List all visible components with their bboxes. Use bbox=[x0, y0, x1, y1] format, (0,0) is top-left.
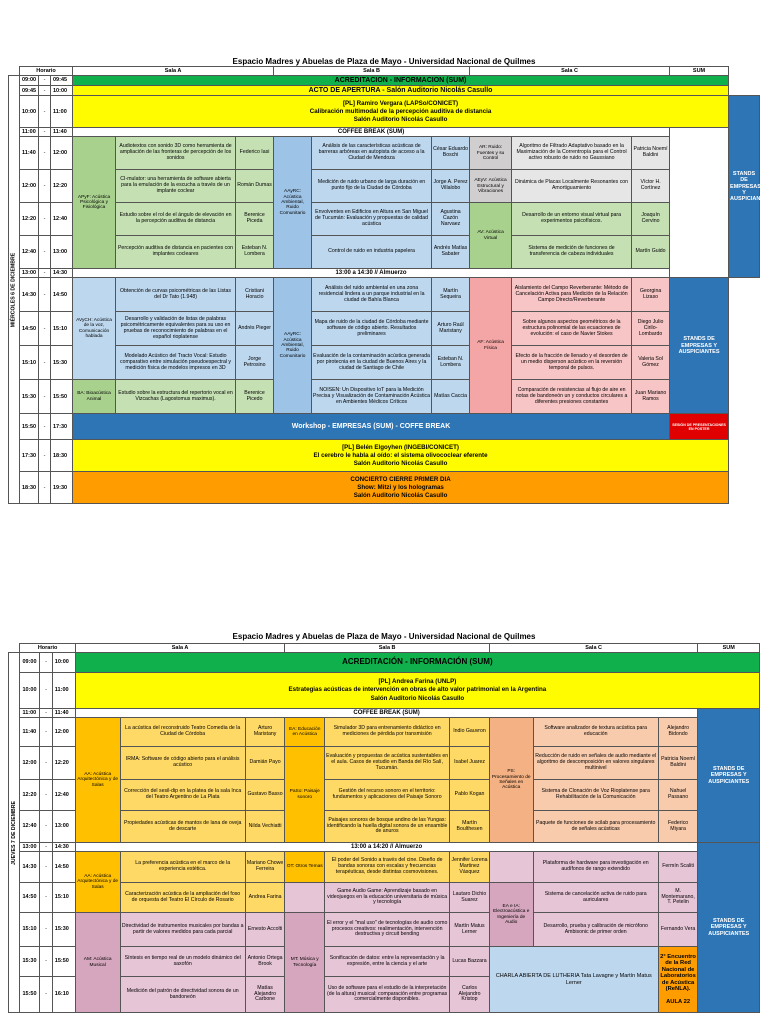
talk-author: Alejandro Bidondo bbox=[658, 718, 698, 747]
talk-title: Corrección del sesil-dip en la platea de la sala Inca del Teatro Argentino de La Plata bbox=[120, 780, 245, 811]
sum-header: SUM bbox=[670, 67, 729, 76]
session-category: AVyCH: Acústica de la voz, Comunicación hablada bbox=[73, 278, 116, 380]
sala-b-header: Sala B bbox=[285, 644, 489, 653]
talk-title: Sobre algunos aspectos geométricos de la estructura polinomial de las ecuaciones de evolución: el caso de Navier Stokes bbox=[512, 312, 632, 346]
session-category: PaSo: Paisaje sonoro bbox=[285, 747, 325, 843]
poster-session: SESIÓN DE PRESENTACIONES EN POSTER bbox=[670, 414, 729, 440]
acreditacion-banner: ACREDITACION - INFORMACION (SUM) bbox=[73, 76, 729, 86]
time-sep: - bbox=[39, 170, 51, 203]
sum-header: SUM bbox=[698, 644, 760, 653]
time-start: 11:40 bbox=[20, 718, 40, 747]
time-sep: - bbox=[39, 380, 51, 414]
session-category: BA: Bioacústica Animal bbox=[73, 380, 116, 414]
session-category: AF: Acústica Física bbox=[470, 278, 512, 414]
time-sep: - bbox=[39, 440, 51, 472]
time-start: 10:00 bbox=[20, 673, 40, 709]
time-end: 15:50 bbox=[51, 380, 73, 414]
time-sep: - bbox=[39, 414, 51, 440]
talk-author: Esteban N. Lombera bbox=[236, 236, 274, 269]
talk-title: Uso de software para el estudio de la interpretación (de la altura) musical: comparación entre programas comercialmente disponibles. bbox=[325, 977, 450, 1013]
talk-author: Martín Boulthesen bbox=[450, 811, 490, 843]
time-start: 13:00 bbox=[20, 843, 40, 852]
plenary-venue: Salón Auditorio Nicolás Casullo bbox=[370, 694, 465, 702]
plenary-talk bbox=[75, 673, 759, 709]
time-end: 14:50 bbox=[51, 278, 73, 312]
talk-author: Arturo Maristany bbox=[245, 718, 285, 747]
time-sep: - bbox=[39, 472, 51, 504]
talk-title: Análisis del ruido ambiental en una zona residencial lindera a un parque industrial en la ciudad de Bahía Blanca bbox=[312, 278, 432, 312]
time-start: 14:50 bbox=[20, 312, 39, 346]
time-sep: - bbox=[40, 947, 53, 977]
session-category: AAyRC: Acústica Ambiental, Ruido Comunitario bbox=[274, 278, 312, 414]
talk-title: IRMA: Software de código abierto para el análisis acústico bbox=[120, 747, 245, 780]
time-sep: - bbox=[39, 312, 51, 346]
lunch-break: 13:00 a 14:30 // Almuerzo bbox=[73, 269, 670, 278]
time-end: 10:00 bbox=[51, 86, 73, 96]
apertura-banner: ACTO DE APERTURA - Salón Auditorio Nicolás Casullo bbox=[73, 86, 729, 96]
time-end: 15:10 bbox=[51, 312, 73, 346]
sala-c-header: Sala C bbox=[489, 644, 698, 653]
session-category: AA: Acústica Arquitectónica y de Salas bbox=[75, 718, 120, 843]
talk-author: Lautaro Dichio Suarez bbox=[450, 883, 490, 913]
talk-author: Juan Mariano Ramos bbox=[632, 380, 670, 414]
talk-title: Sistema de medición de funciones de transferencia de cabeza individuales bbox=[512, 236, 632, 269]
time-end: 15:50 bbox=[52, 947, 75, 977]
workshop-banner: Workshop - EMPRESAS (SUM) - COFFE BREAK bbox=[73, 414, 670, 440]
talk-title: Game Audio Game: Aprendizaje basado en videojuegos en la educación universitaria de música y tecnología bbox=[325, 883, 450, 913]
time-start: 11:00 bbox=[20, 709, 40, 718]
sala-c-header: Sala C bbox=[470, 67, 670, 76]
time-end: 09:45 bbox=[51, 76, 73, 86]
session-category: AEyV: Acústica Estructural y Vibraciones bbox=[470, 170, 512, 203]
time-start: 13:00 bbox=[20, 269, 39, 278]
talk-title: Evaluación y propuestas de acústica sustentables en el aula. Casos de estudio en Banda del Río Salí, Tucumán. bbox=[325, 747, 450, 780]
concert-title: CONCIERTO CIERRE PRIMER DIA bbox=[350, 475, 451, 483]
sala-b-header: Sala B bbox=[274, 67, 470, 76]
time-sep: - bbox=[40, 913, 53, 947]
talk-title: Evaluación de la contaminación acústica generada por pirotecnia en la ciudad de Buenos Aires y la ciudad de Santiago de Chile bbox=[312, 346, 432, 380]
talk-title: Reducción de ruido en señales de audio mediante el algoritmo de descomposición en valores singulares multinivel bbox=[533, 747, 658, 780]
talk-author: Damián Payo bbox=[245, 747, 285, 780]
time-start: 09:00 bbox=[20, 76, 39, 86]
time-start: 14:30 bbox=[20, 852, 40, 883]
plenary-venue: Salón Auditorio Nicolás Casullo bbox=[353, 115, 448, 123]
sala-a-header: Sala A bbox=[73, 67, 274, 76]
talk-title: Desarrollo de un entorno visual virtual para experimentos psicofísicos. bbox=[512, 203, 632, 236]
time-end: 12:40 bbox=[51, 203, 73, 236]
talk-author: Patricia Noemí Baldini bbox=[632, 137, 670, 170]
talk-title: CI-mulator: una herramienta de software abierta para la emulación de la escucha a través de un implante coclear bbox=[116, 170, 236, 203]
time-end: 15:30 bbox=[51, 346, 73, 380]
talk-title: Medición de ruido urbano de larga duración en punto fijo de la Ciudad de Córdoba bbox=[312, 170, 432, 203]
talk-author: César Eduardo Boschi bbox=[432, 137, 470, 170]
talk-title: Plataforma de hardware para investigación en audífonos de rango extendido bbox=[533, 852, 658, 883]
talk-author: Mariano Chowe Ferreira bbox=[245, 852, 285, 883]
schedule-table-day1 bbox=[8, 66, 771, 504]
time-start: 10:00 bbox=[20, 96, 39, 128]
talk-author: Andrés Pieger bbox=[236, 312, 274, 346]
concert-venue: Salón Auditorio Nicolás Casullo bbox=[353, 491, 448, 499]
concert-banner bbox=[73, 472, 729, 504]
time-start: 12:40 bbox=[20, 811, 40, 843]
talk-author: Lucas Bazzara bbox=[450, 947, 490, 977]
plenary-speaker: [PL] Andrea Farina (UNLP) bbox=[378, 678, 457, 686]
talk-author: Federico Iasi bbox=[236, 137, 274, 170]
time-start: 11:40 bbox=[20, 137, 39, 170]
time-sep: - bbox=[39, 203, 51, 236]
time-sep: - bbox=[39, 76, 51, 86]
stands-block: STANDS DE EMPRESAS Y AUSPICIANTES bbox=[698, 843, 760, 1013]
time-sep: - bbox=[40, 843, 53, 852]
plenary-speaker: [PL] Ramiro Vergara (LAPSo/CONICET) bbox=[342, 99, 459, 107]
talk-title: Paquete de funciones de scilab para procesamiento de señales acústicas bbox=[533, 811, 658, 843]
time-sep: - bbox=[40, 709, 53, 718]
talk-title: Software analizador de textura acústica para educación bbox=[533, 718, 658, 747]
talk-title: Síntesis en tiempo real de un modelo dinámico del saxofón bbox=[120, 947, 245, 977]
time-sep: - bbox=[40, 747, 53, 780]
talk-title: Comparación de resistencias al flujo de aire en notas de bandoneón un y conductos circulares a diferentes presiones constantes bbox=[512, 380, 632, 414]
talk-author: Jennifer Lorena Martinez Vásquez bbox=[450, 852, 490, 883]
time-start: 09:45 bbox=[20, 86, 39, 96]
time-end: 14:30 bbox=[52, 843, 75, 852]
time-end: 11:00 bbox=[52, 673, 75, 709]
talk-title: Obtención de curvas psicométricas de las Listas del Dr Tato (1.948) bbox=[116, 278, 236, 312]
time-end: 11:40 bbox=[51, 128, 73, 137]
talk-author: Indio Gauvron bbox=[450, 718, 490, 747]
talk-author: Berenice Picedo bbox=[236, 380, 274, 414]
talk-title: El error y el "mal uso" de tecnologías de audio como procesos creativos: realimentación, intervención destructiva y circuit bending bbox=[325, 913, 450, 947]
talk-title: Gestión del recurso sonoro en el territorio: fundamentos y aplicaciones del Paisaje Sonoro bbox=[325, 780, 450, 811]
plenary-talk bbox=[73, 96, 729, 128]
time-start: 14:50 bbox=[20, 883, 40, 913]
talk-title: Mapa de ruido de la ciudad de Córdoba mediante software de código abierto. Resultados preliminares bbox=[312, 312, 432, 346]
time-start: 14:30 bbox=[20, 278, 39, 312]
page-title-day2: Espacio Madres y Abuelas de Plaza de Mayo - Universidad Nacional de Quilmes bbox=[232, 632, 536, 641]
talk-author: Martín Matus Lerner bbox=[450, 913, 490, 947]
talk-title: Directividad de instrumentos musicales por bandas a partir de valores medidos para cada parcial bbox=[120, 913, 245, 947]
session-category: AA: Acústica Arquitectónica y de Salas bbox=[75, 852, 120, 913]
time-start: 15:30 bbox=[20, 380, 39, 414]
time-sep: - bbox=[39, 128, 51, 137]
coffee-break: COFFEE BREAK (SUM) bbox=[73, 128, 670, 137]
talk-title: Modelado Acústico del Tracto Vocal: Estudio comparativo entre simulación pseudoespectral y medición física de modelos impresos en 3D bbox=[116, 346, 236, 380]
talk-author: Federico Miyara bbox=[658, 811, 698, 843]
talk-author: Nahuel Passano bbox=[658, 780, 698, 811]
talk-author: Esteban N. Lombera bbox=[432, 346, 470, 380]
talk-author: Agustina Cazón Narvaez bbox=[432, 203, 470, 236]
time-sep: - bbox=[40, 883, 53, 913]
sala-b-empty bbox=[285, 883, 325, 913]
talk-title: Paisajes sonoros de bosque andino de las Yungas: identificando la huella digital sonora de un ensamble de anuros bbox=[325, 811, 450, 843]
header-row bbox=[9, 644, 760, 653]
talk-title: Efecto de la fracción de llenado y el desorden de un medio disperson acústico en la reversión temporal de pulsos. bbox=[512, 346, 632, 380]
time-sep: - bbox=[40, 653, 53, 673]
plenary-speaker: [PL] Belén Elgoyhen (INGEBI/CONICET) bbox=[342, 443, 459, 451]
plenary-title: Estrategias acústicas de intervención en obras de alto valor patrimonial en la Argentina bbox=[288, 686, 547, 694]
horario-header: Horario bbox=[20, 67, 73, 76]
talk-author: Andrea Farina bbox=[245, 883, 285, 913]
time-end: 17:30 bbox=[51, 414, 73, 440]
talk-author: Fermín Scaliti bbox=[658, 852, 698, 883]
time-end: 13:00 bbox=[51, 236, 73, 269]
talk-author: Georgina Lizaso bbox=[632, 278, 670, 312]
time-sep: - bbox=[40, 811, 53, 843]
time-end: 18:30 bbox=[51, 440, 73, 472]
talk-author: Jorge A. Perez Villalobo bbox=[432, 170, 470, 203]
time-start: 12:00 bbox=[20, 170, 39, 203]
talk-title: Sistema de cancelación activa de ruido para auriculares bbox=[533, 883, 658, 913]
stands-block: STANDS DE EMPRESAS Y AUSPICIANTES bbox=[670, 278, 729, 414]
talk-author: Ernesto Accolti bbox=[245, 913, 285, 947]
plenary-talk bbox=[73, 440, 729, 472]
talk-title: Simulador 3D para entrenamiento didáctico en mediciones de pérdida por transmisión bbox=[325, 718, 450, 747]
talk-author: Cristiani Horacio bbox=[236, 278, 274, 312]
talk-title: Sonificación de datos: entre la representación y la expresión, entre la ciencia y el arte bbox=[325, 947, 450, 977]
session-category: EA: Educación en Acústica bbox=[285, 718, 325, 747]
talk-title: Propiedades acústicas de mantos de lana de oveja de descarte bbox=[120, 811, 245, 843]
talk-author: Fernando Vera bbox=[658, 913, 698, 947]
aula-label: AULA 22 bbox=[666, 998, 691, 1005]
time-sep: - bbox=[39, 236, 51, 269]
day-label: MIÉRCOLES 6 DE DICIEMBRE bbox=[9, 76, 20, 504]
talk-author: Berenice Piceda bbox=[236, 203, 274, 236]
session-category: AV: Acústica Virtual bbox=[470, 203, 512, 269]
session-category: AR: Ruido: Fuentes y su Control bbox=[470, 137, 512, 170]
plenary-title: El cerebro le habla al oído: el sistema olivococlear eferente bbox=[313, 451, 488, 459]
time-start: 15:10 bbox=[20, 346, 39, 380]
talk-author: Isabel Juarez bbox=[450, 747, 490, 780]
stands-block: STANDS DE EMPRESAS Y AUSPICIANTES bbox=[729, 96, 760, 278]
time-sep: - bbox=[39, 346, 51, 380]
talk-title: La acústica del reconstruido Teatro Comedia de la Ciudad de Córdoba bbox=[120, 718, 245, 747]
concert-show: Show: Mitzi y los hologramas bbox=[357, 483, 444, 491]
plenary-venue: Salón Auditorio Nicolás Casullo bbox=[353, 459, 448, 467]
time-start: 15:50 bbox=[20, 977, 40, 1013]
schedule-day1 bbox=[8, 66, 771, 504]
talk-title: Medición del patrón de directividad sonora de un bandoneón bbox=[120, 977, 245, 1013]
plenary-title: Calibración multimodal de la percepción auditiva de distancia bbox=[309, 107, 492, 115]
talk-title: Envolventes en Edificios en Altura en San Miguel de Tucumán: Evaluación y propuestas de calidad acústica bbox=[312, 203, 432, 236]
time-sep: - bbox=[39, 137, 51, 170]
time-end: 12:40 bbox=[52, 780, 75, 811]
sala-c-empty bbox=[489, 852, 533, 883]
talk-author: Pablo Kogan bbox=[450, 780, 490, 811]
time-end: 19:30 bbox=[51, 472, 73, 504]
talk-title: Control de ruido en industria papelera bbox=[312, 236, 432, 269]
talk-author: Joaquín Cervino bbox=[632, 203, 670, 236]
time-start: 18:30 bbox=[20, 472, 39, 504]
time-end: 15:10 bbox=[52, 883, 75, 913]
talk-title: Dinámica de Placas Localmente Resonantes con Amortiguamiento bbox=[512, 170, 632, 203]
talk-author: Carlos Alejandro Kristop bbox=[450, 977, 490, 1013]
talk-title: Estudio sobre la estructura del repertorio vocal en Vizcachas (Lagostomus maximus). bbox=[116, 380, 236, 414]
talk-title: El poder del Sonido a través del cine. Diseño de bandas sonoras con escalas y frecuencias terapéuticas, desde distintas cosmovisiones. bbox=[325, 852, 450, 883]
time-end: 16:10 bbox=[52, 977, 75, 1013]
lutheria-talk: CHARLA ABIERTA DE LUTHERIA Tata Lavagne y Martín Matus Lerner bbox=[489, 947, 658, 1013]
time-start: 09:00 bbox=[20, 653, 40, 673]
time-start: 12:20 bbox=[20, 203, 39, 236]
horario-header: Horario bbox=[20, 644, 75, 653]
session-category: MT: Música y Tecnología bbox=[285, 913, 325, 1013]
time-start: 17:30 bbox=[20, 440, 39, 472]
sala-a-header: Sala A bbox=[75, 644, 285, 653]
talk-title: Estudio sobre el rol de el ángulo de elevación en la percepción auditiva de distancia bbox=[116, 203, 236, 236]
time-start: 12:40 bbox=[20, 236, 39, 269]
header-row bbox=[9, 67, 760, 76]
session-category: OT: Otros Temas bbox=[285, 852, 325, 883]
time-end: 12:00 bbox=[52, 718, 75, 747]
time-sep: - bbox=[39, 269, 51, 278]
time-start: 15:50 bbox=[20, 414, 39, 440]
talk-title: La preferencia acústica en el marco de la experiencia estética. bbox=[120, 852, 245, 883]
page-title-day1: Espacio Madres y Abuelas de Plaza de Mayo - Universidad Nacional de Quilmes bbox=[232, 57, 536, 66]
session-category: EA e IA: Electroacústica e Ingeniería de Audio bbox=[489, 883, 533, 947]
talk-title: Algoritmo de Filtrado Adaptativo basado en la Maximización de la Correntropía para el Control activo robusto de ruido no Gaussiano bbox=[512, 137, 632, 170]
time-sep: - bbox=[40, 718, 53, 747]
talk-author: Gustavo Basso bbox=[245, 780, 285, 811]
time-end: 10:00 bbox=[52, 653, 75, 673]
time-end: 12:20 bbox=[51, 170, 73, 203]
time-end: 14:50 bbox=[52, 852, 75, 883]
time-end: 14:30 bbox=[51, 269, 73, 278]
session-category: AAyRC: Acústica Ambiental, Ruido Comunitario bbox=[274, 137, 312, 269]
time-start: 11:00 bbox=[20, 128, 39, 137]
talk-title: Aislamiento del Campo Reverberante: Método de Cancelación Activa para Medición de la Relación Campo Directo/Reverberante bbox=[512, 278, 632, 312]
time-sep: - bbox=[40, 852, 53, 883]
talk-title: Análisis de las características acústicas de barreras arbóreas en autopista de acceso a la Ciudad de Mendoza bbox=[312, 137, 432, 170]
talk-title: Desarrollo y validación de listas de palabras psicométricamente equivalentes para su uso en pruebas de reconocimiento de palabras en el español rioplatense bbox=[116, 312, 236, 346]
talk-author: Patricia Noemí Baldini bbox=[658, 747, 698, 780]
renla-title: 2° Encuentro de la Red Nacional de Laboratorios de Acústica (ReNLA). bbox=[660, 953, 696, 993]
coffee-break: COFFEE BREAK (SUM) bbox=[75, 709, 698, 718]
talk-author: M. Montemarano, T. Petelin bbox=[658, 883, 698, 913]
talk-author: Matías Alejandro Carbone bbox=[245, 977, 285, 1013]
talk-author: Valeria Sol Gómez bbox=[632, 346, 670, 380]
time-end: 12:00 bbox=[51, 137, 73, 170]
stands-block: STANDS DE EMPRESAS Y AUSPICIANTES bbox=[698, 709, 760, 843]
talk-author: Martín Sequeira bbox=[432, 278, 470, 312]
talk-author: Andrés Matías Sabater bbox=[432, 236, 470, 269]
time-sep: - bbox=[40, 977, 53, 1013]
schedule-day2 bbox=[8, 643, 760, 1013]
lunch-break: 13:00 a 14:20 // Almuerzo bbox=[75, 843, 698, 852]
time-start: 12:00 bbox=[20, 747, 40, 780]
talk-author: Martín Guido bbox=[632, 236, 670, 269]
talk-title: Audiotextos con sonido 3D como herramienta de ampliación de las fronteras de percepción de los sonidos bbox=[116, 137, 236, 170]
talk-author: Román Dumas bbox=[236, 170, 274, 203]
talk-title: Caracterización acústica de la ampliación del foso de orquesta del Teatro El Círculo de Rosario bbox=[120, 883, 245, 913]
talk-author: Nilda Vechiatti bbox=[245, 811, 285, 843]
time-sep: - bbox=[40, 673, 53, 709]
time-end: 11:40 bbox=[52, 709, 75, 718]
talk-author: Víctor H. Cortínez bbox=[632, 170, 670, 203]
session-category: AM: Acústica Musical bbox=[75, 913, 120, 1013]
talk-author: Matías Caccia bbox=[432, 380, 470, 414]
talk-title: Percepción auditiva de distancia en pacientes con implantes cocleares bbox=[116, 236, 236, 269]
time-end: 13:00 bbox=[52, 811, 75, 843]
time-end: 11:00 bbox=[51, 96, 73, 128]
day-label: JUEVES 7 DE DICIEMBRE bbox=[9, 653, 20, 1013]
talk-title: Desarrollo, prueba y calibración de micrófono Ambisonic de primer orden bbox=[533, 913, 658, 947]
time-sep: - bbox=[39, 278, 51, 312]
session-category: APyF: Acústica Psicológica y Fisiológica bbox=[73, 137, 116, 269]
renla-meeting bbox=[658, 947, 698, 1013]
time-end: 12:20 bbox=[52, 747, 75, 780]
time-end: 15:30 bbox=[52, 913, 75, 947]
time-sep: - bbox=[39, 96, 51, 128]
talk-author: Diego Julio Cirilo-Lombardo bbox=[632, 312, 670, 346]
time-sep: - bbox=[39, 86, 51, 96]
time-start: 12:20 bbox=[20, 780, 40, 811]
acreditacion-banner: ACREDITACIÓN - INFORMACIÓN (SUM) bbox=[75, 653, 759, 673]
time-sep: - bbox=[40, 780, 53, 811]
talk-title: Sistema de Clonación de Voz Rioplatense para Rehabilitación de la Comunicación bbox=[533, 780, 658, 811]
talk-author: Arturo Raúl Maristany bbox=[432, 312, 470, 346]
session-category: PS: Procesamiento de Señales en Acústica bbox=[489, 718, 533, 843]
schedule-table-day2 bbox=[8, 643, 760, 1013]
talk-author: Jorge Petrosino bbox=[236, 346, 274, 380]
time-start: 15:30 bbox=[20, 947, 40, 977]
time-start: 15:10 bbox=[20, 913, 40, 947]
talk-author: Antonio Ortega Brook bbox=[245, 947, 285, 977]
talk-title: NOISEN: Un Dispositivo IoT para la Medición Precisa y Visualización de Contaminación Acústica en Ambientes Médicos Críticos bbox=[312, 380, 432, 414]
